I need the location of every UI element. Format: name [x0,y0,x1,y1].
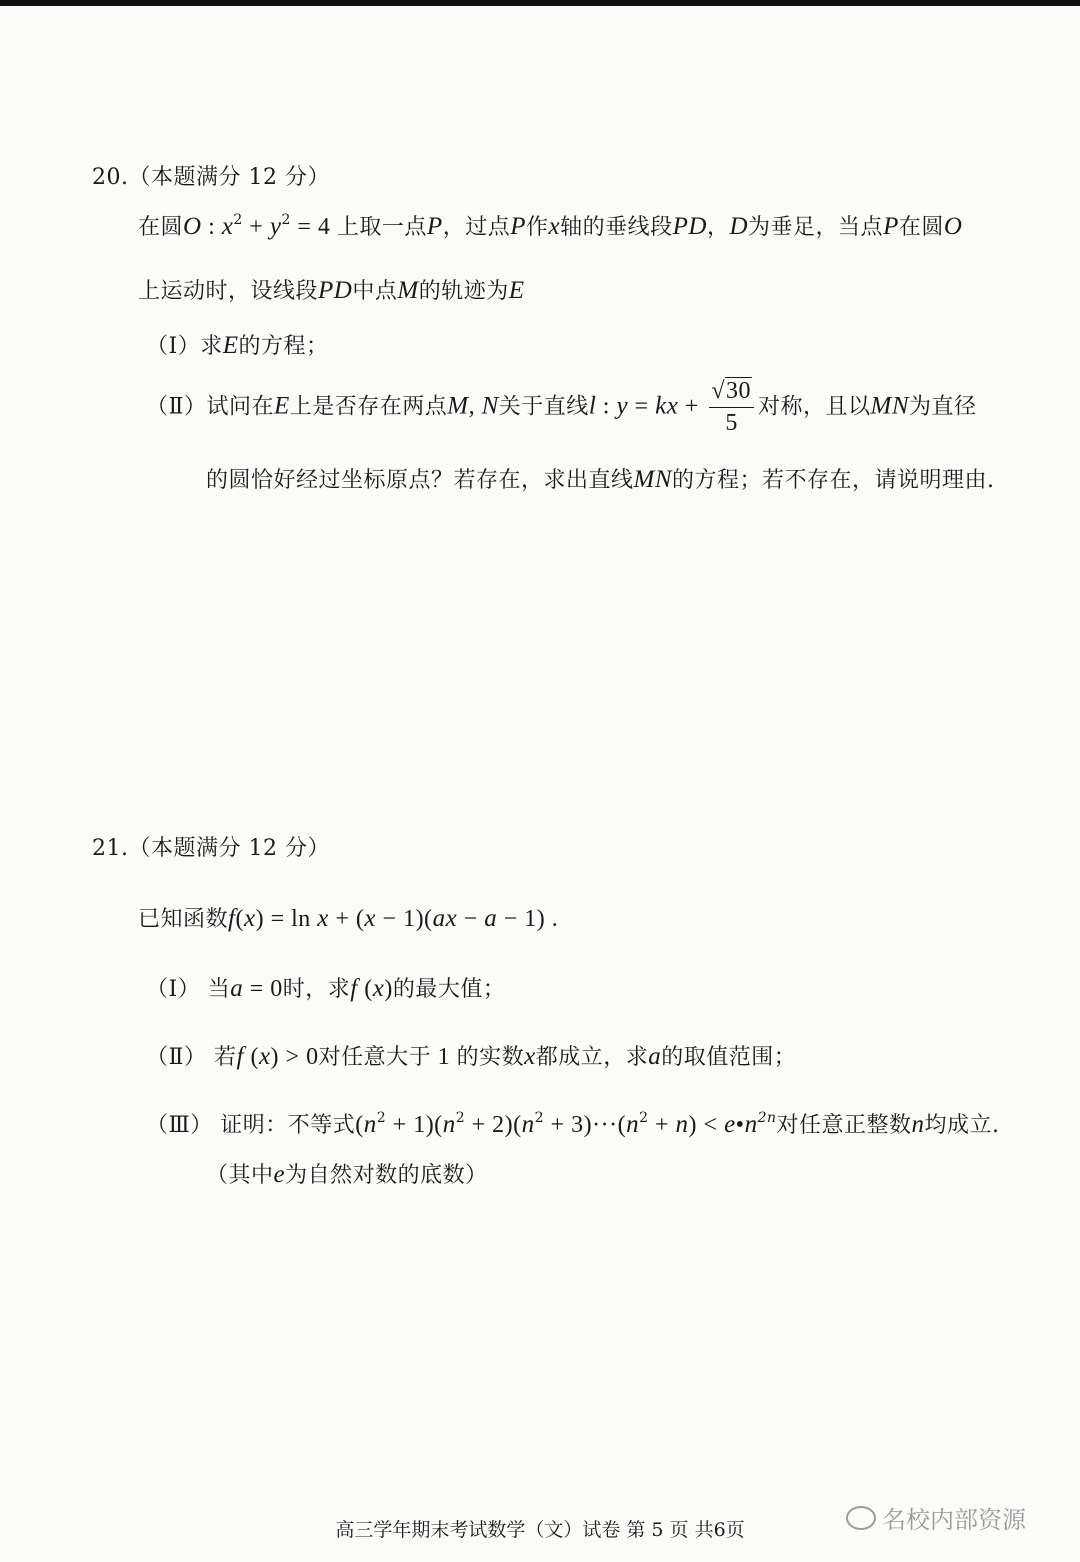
q21-header: 21.（本题满分 12 分） [92,836,330,861]
watermark: 名校内部资源 [846,1500,1026,1535]
q20-stem-line1: 在圆O : $x^2 + y^2 = 4$ 上取一点P，过点P作x轴的垂线段PD，D为垂足，当点P在圆O [138,212,963,240]
wechat-logo-icon [846,1506,876,1530]
q21-note: （其中e为自然对数的底数） [206,1161,488,1188]
q20-part1: （Ⅰ）求E的方程； [146,332,329,359]
q20-part2-line1: （Ⅱ）试问在E上是否存在两点M, N关于直线l : y = kx + $\frac{√30}{5}$ 对称，且以MN为直径 [146,378,977,436]
q20-part2-line2: 的圆恰好经过坐标原点？若存在，求出直线MN的方程；若不存在，请说明理由. [206,466,995,493]
q21-part3: （Ⅲ） 证明：不等式$(n^2 + 1)(n^2 + 2)(n^2 + 3)\cdot\cdot\cdot(n^2 + n)$ < $e•n^{2n}$对任意正整数n均成立. [146,1110,1000,1138]
fraction-sqrt30-over-5: $\frac{√30}{5}$ [709,378,754,437]
q20-stem-line2: 上运动时，设线段PD中点M的轨迹为E [138,277,525,304]
q21-stem: 已知函数f(x) = ln x + (x − 1)(ax − a − 1) . [138,905,559,932]
q21-part1: （Ⅰ） 当a = 0时，求f (x)的最大值； [146,975,506,1002]
q21-part2: （Ⅱ） 若f (x) > 0对任意大于 1 的实数x都成立，求a的取值范围； [146,1043,797,1070]
q20-header: 20.（本题满分 12 分） [92,165,330,190]
page-footer: 高三学年期末考试数学（文）试卷 第 5 页 共6页 [335,1519,745,1541]
scan-top-edge [0,0,1080,6]
